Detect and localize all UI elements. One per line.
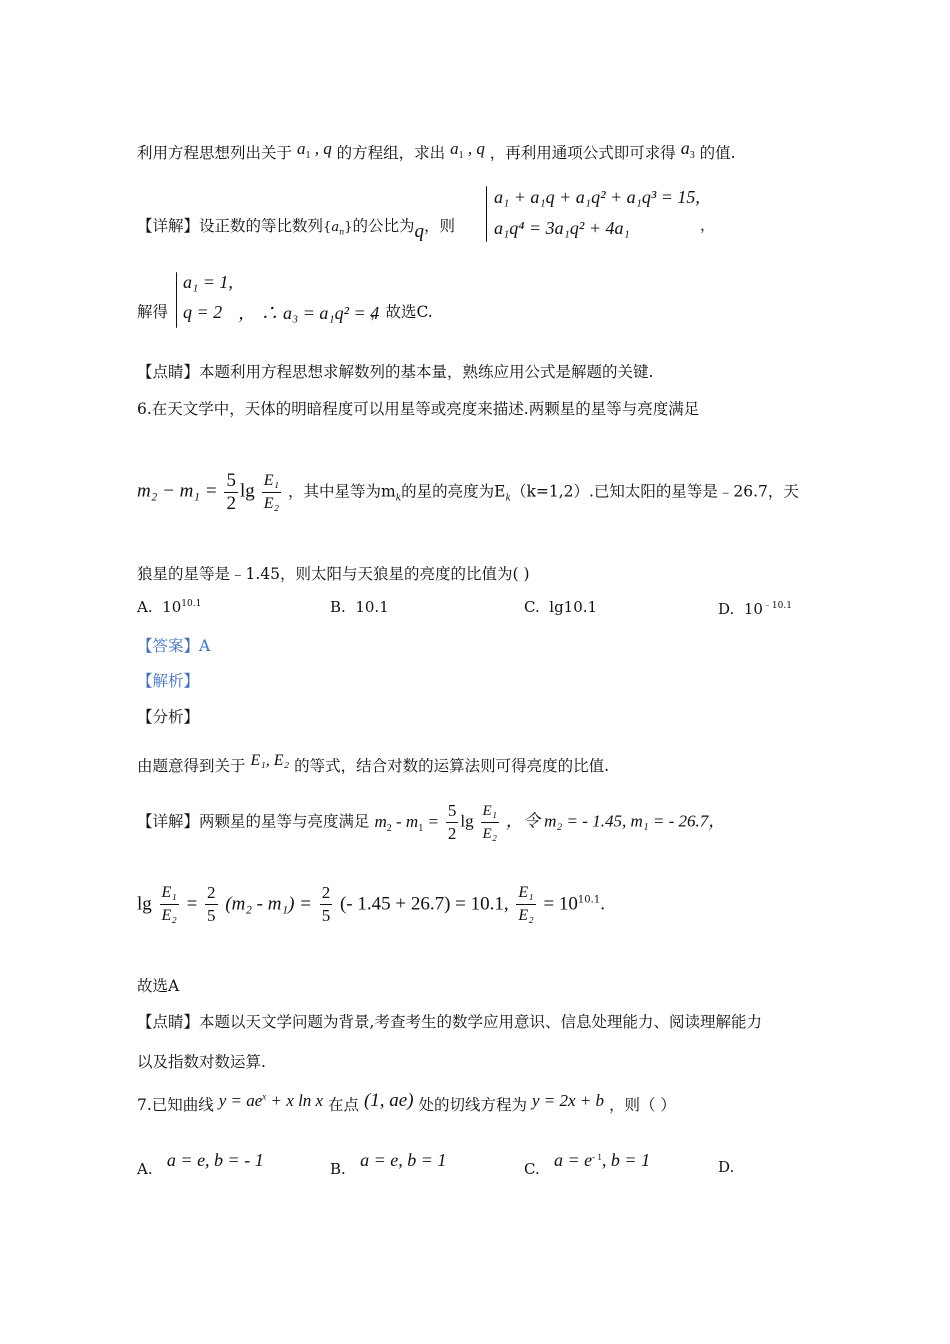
q6-stem-1: 6.在天文学中，天体的明暗程度可以用星等或亮度来描述.两颗星的星等与亮度满足 <box>137 400 700 418</box>
q6-formula-coef <box>224 470 238 515</box>
q7-curve <box>219 1091 323 1110</box>
q6-analysis-head: 【分析】 <box>137 708 200 726</box>
q7-option-b-label: B. <box>330 1160 346 1178</box>
q7-option-a-label: A. <box>137 1160 153 1178</box>
q6-comment-label: 【点睛】 <box>137 1013 200 1031</box>
detail1-text-c: ，则 <box>424 217 456 235</box>
q6-calc-end: = 10 <box>543 893 578 915</box>
sequence-an: $\{a_n\}$ <box>323 220 353 237</box>
q6-detail-coef-den: 2 <box>447 824 457 843</box>
detail1-line <box>137 214 455 243</box>
detail-label: 【详解】 <box>137 217 200 235</box>
q6-analysis-vars: E₁, E₂ <box>250 752 290 769</box>
q7-tangent: y = 2x + b <box>531 1091 605 1110</box>
q6-coef-den: 2 <box>226 493 236 514</box>
q7-option-c-sup: - 1 <box>592 1152 602 1162</box>
q6-calc-end-sup: 10.1 <box>577 894 601 906</box>
q7-stem-d: ，则（ ） <box>608 1096 676 1114</box>
q6-detail-ratio <box>481 800 499 845</box>
q6-option-d-label: D. <box>718 600 735 618</box>
comment1-text: 本题利用方程思想求解数列的基本量，熟练应用公式是解题的关键. <box>199 363 654 381</box>
q7-curve-tail: + x ln x <box>270 1091 324 1110</box>
q6-option-b[interactable] <box>330 598 389 616</box>
ratio-q: q <box>414 221 425 242</box>
q6-calc-ratio-den: E₂ <box>161 907 177 924</box>
q6-stem-2d: k <box>505 493 511 504</box>
q6-comment-line-1 <box>137 1010 762 1032</box>
q6-select: 故选A <box>137 977 180 995</box>
detail1-trailing: ， <box>700 216 716 234</box>
q7-option-a-value: a = e, b = - 1 <box>166 1150 264 1170</box>
intro-var-a1: $a_1$ , q <box>296 139 332 161</box>
q6-calc-2-5b: $\frac{2}{5}$ <box>321 883 331 925</box>
q6-ratio-num: E₁ <box>262 470 281 493</box>
q7-option-b[interactable] <box>330 1150 446 1178</box>
q6-option-c-value: lg10.1 <box>549 598 598 616</box>
q6-analysis-text-1: 由题意得到关于 <box>137 757 246 775</box>
system-eq-2: a₁q⁴ = 3a₁q² + 4a₁ <box>494 218 630 238</box>
detail1-text-b: 的公比为 <box>352 217 415 235</box>
q6-comment-text-1: 本题以天文学问题为背景,考查考生的数学应用意识、信息处理能力、阅读理解能力 <box>199 1013 762 1031</box>
intro-text-3: ，再利用通项公式即可求得 <box>489 144 676 162</box>
q6-option-b-label: B. <box>330 598 346 616</box>
q6-calc-ratio-2-num: E₁ <box>516 882 535 905</box>
q7-option-c-value: a = e <box>554 1150 593 1170</box>
q7-option-a[interactable] <box>137 1150 264 1178</box>
solve-prefix: 解得 <box>137 303 169 321</box>
q7-option-c[interactable] <box>524 1150 650 1178</box>
q6-stem-2e: （k=1,2）.已知太阳的星等是﹣26.7，天 <box>510 482 799 501</box>
q6-comment-line-2: 以及指数对数运算. <box>137 1053 266 1071</box>
q6-option-a[interactable] <box>137 598 201 616</box>
q6-detail-lhs: $m_2 - m_1$ = <box>374 811 439 834</box>
q6-analysis-text-2: 的等式，结合对数的运算法则可得亮度的比值. <box>294 757 609 775</box>
q6-option-b-value: 10.1 <box>355 598 389 616</box>
q7-stem-a: 7.已知曲线 <box>137 1096 214 1114</box>
q6-detail-lg: lg <box>460 811 474 831</box>
q6-calc-line: lg $\frac{\text{E₁}}{\text{E₂}}$ = $\frac{2}{5}$ (m₂ - m₁) = $\frac{2}{5}$ (- 1.45 + 26.7) = 10.1, $\frac{\text{E₁}}{\text{E₂}}$ = $10^{10.1}$. <box>137 883 605 925</box>
q6-stem-3: 狼星的星等是﹣1.45，则太阳与天狼星的亮度的比值为( ) <box>137 565 530 583</box>
q6-analysis-text <box>137 752 609 776</box>
q6-option-a-label: A. <box>137 598 153 616</box>
comment1-line <box>137 360 653 382</box>
q6-calc-ratio <box>160 882 179 927</box>
q6-formula-ratio <box>262 470 281 515</box>
q7-option-d[interactable] <box>718 1158 734 1176</box>
q6-detail-ratio-den: E₂ <box>482 826 497 842</box>
q6-calc-ratio-2-den: E₂ <box>518 907 534 924</box>
comment1-label: 【点睛】 <box>137 363 200 381</box>
q7-option-c-tail: , b = 1 <box>601 1150 651 1170</box>
system-brace-2 <box>176 272 177 328</box>
system-eq-1: a₁ + a₁q + a₁q² + a₁q³ = 15, <box>494 187 700 207</box>
q6-calc-lg: lg <box>137 893 152 915</box>
q6-option-c[interactable] <box>524 598 597 616</box>
q7-point: (1, ae) <box>363 1090 414 1111</box>
q6-option-d[interactable] <box>718 598 792 618</box>
q6-option-a-sup: 10.1 <box>181 599 202 609</box>
q6-calc-ratio-2 <box>516 882 535 927</box>
q6-option-d-value: 10 <box>743 600 763 618</box>
system-brace-1 <box>486 186 487 242</box>
solve-result: ， ∴ a₃ = a₁q² = 4 <box>238 303 380 323</box>
q6-formula-line <box>137 470 799 515</box>
q6-option-d-sup: ﹣10.1 <box>762 601 792 611</box>
q6-option-a-value: 10 <box>162 598 182 616</box>
q7-option-b-value: a = e, b = 1 <box>360 1150 447 1170</box>
q6-detail-label: 【详解】 <box>137 812 200 831</box>
intro-var-a1-q: $a_1$ , q <box>450 139 485 161</box>
q6-calc-2-5: $\frac{2}{5}$ <box>207 883 216 925</box>
q6-answer: 【答案】A <box>137 637 211 655</box>
q7-curve-main: y = ae <box>218 1091 263 1110</box>
intro-text-1: 利用方程思想列出关于 <box>137 144 293 162</box>
q6-formula-lhs: m₂ − m₁ = <box>137 480 218 502</box>
q6-stem-2b: k <box>395 493 402 504</box>
q7-stem-b: 在点 <box>328 1096 360 1114</box>
solve-suffix: ，故选C. <box>370 303 433 321</box>
q7-option-c-label: C. <box>524 1160 540 1178</box>
q6-analysis: 【解析】 <box>137 672 200 690</box>
q6-option-c-label: C. <box>524 598 540 616</box>
q6-lg: lg <box>239 480 255 502</box>
q6-calc-ratio-num: E₁ <box>160 882 179 905</box>
intro-text-4: 的值. <box>699 144 736 162</box>
intro-line <box>137 138 736 163</box>
q6-stem-2c: 的星的亮度为E <box>401 482 506 501</box>
q6-detail-coef-num: 5 <box>446 800 459 823</box>
intro-text-2: 的方程组，求出 <box>336 144 446 162</box>
q6-stem-2: ，其中星等为m <box>287 482 396 501</box>
detail1-text-a: 设正数的等比数列 <box>199 217 324 235</box>
q6-calc-tail: (m₂ - m₁) = <box>225 893 312 915</box>
solve-eq-2: q = 2 <box>183 302 223 322</box>
q7-curve-sup: x <box>262 1091 267 1102</box>
q7-option-d-label: D. <box>718 1158 735 1176</box>
solve-eq-1: a₁ = 1, <box>183 272 233 292</box>
q6-detail-coef <box>446 800 459 845</box>
q6-detail-ratio-num: E₁ <box>481 800 499 823</box>
q6-detail-text: 两颗星的星等与亮度满足 <box>199 812 370 831</box>
q6-detail-tail: ，令 m₂ = - 1.45, m₁ = - 26.7， <box>505 811 726 831</box>
q7-stem-c: 处的切线方程为 <box>418 1096 528 1114</box>
q6-ratio-den: E₂ <box>263 495 280 512</box>
q6-coef-num: 5 <box>226 470 236 491</box>
q6-detail-line <box>137 800 725 845</box>
intro-var-a3: $a_3$ <box>680 138 695 161</box>
q7-stem <box>137 1090 676 1115</box>
q6-calc-mid: (- 1.45 + 26.7) = 10.1, <box>339 893 509 915</box>
